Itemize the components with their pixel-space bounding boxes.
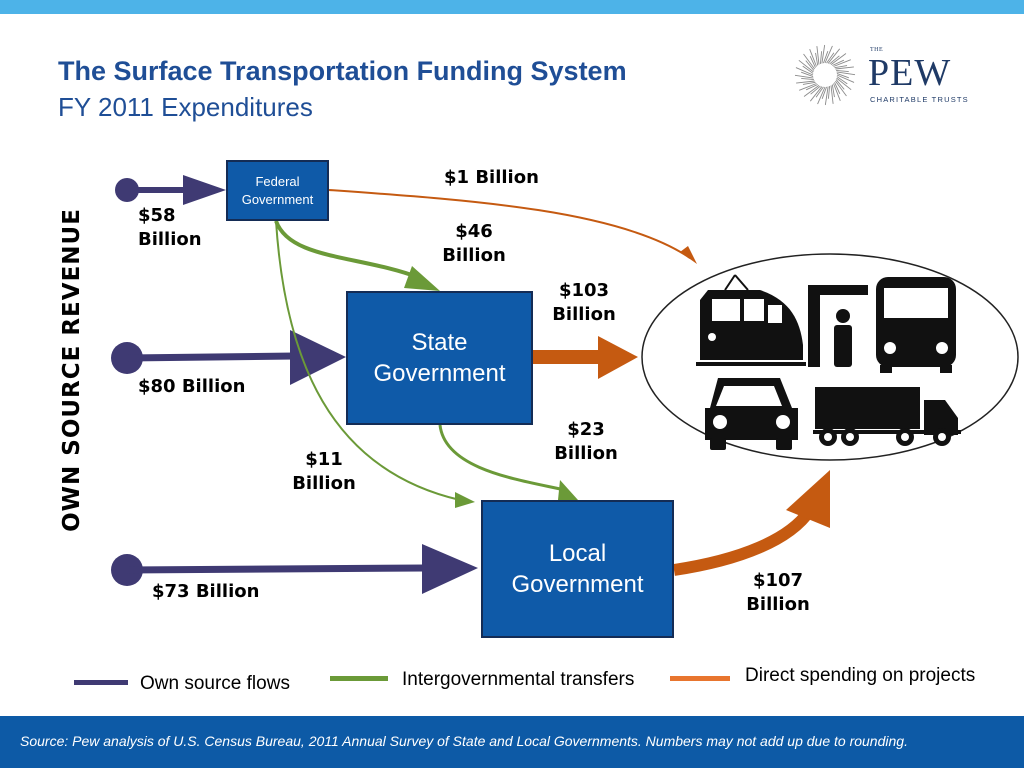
state-to-local-amount-line2: Billion [554, 443, 618, 464]
state-direct-amount-line2: Billion [552, 304, 616, 325]
federal-node-label-line1: Federal [255, 173, 300, 189]
local-node-label-line1: Local [548, 540, 607, 567]
legend-transfers-label: Intergovernmental transfers [402, 669, 635, 690]
state-node-label-line2: Government [373, 360, 506, 387]
federal-to-state-amount-label [434, 220, 514, 268]
local-direct-spending-arrow [674, 470, 830, 570]
federal-to-local-amount-line2: Billion [292, 473, 356, 494]
legend-swatch-direct-spending [670, 676, 730, 681]
federal-government-node [226, 160, 329, 221]
federal-direct-amount-label: $1 Billion [444, 167, 539, 188]
federal-to-local-amount-line1: $11 [305, 449, 343, 470]
federal-node-label-line2: Government [241, 191, 314, 207]
logo-tagline: CHARITABLE TRUSTS [870, 95, 969, 104]
state-node-label-line1: State [411, 329, 468, 356]
source-note: Source: Pew analysis of U.S. Census Bureau, 2011 Annual Survey of State and Local Governments. Numbers may not add up due to rounding. [20, 733, 908, 749]
state-to-local-amount-label [546, 418, 626, 466]
logo-name: PEW [868, 52, 952, 94]
legend-swatch-own-source [74, 680, 128, 685]
state-to-local-amount-line1: $23 [567, 419, 605, 440]
car-icon [705, 378, 798, 450]
own-source-flow-federal [115, 175, 226, 205]
page-subtitle: FY 2011 Expenditures [58, 92, 313, 122]
state-government-node [346, 291, 533, 425]
federal-to-state-amount-line2: Billion [442, 245, 506, 266]
state-direct-amount-line1: $103 [558, 280, 610, 301]
federal-to-local-amount-label [284, 448, 364, 496]
state-direct-spending-arrow [533, 336, 638, 379]
own-source-revenue-label: OWN SOURCE REVENUE [59, 208, 85, 532]
own-state-amount-label: $80 Billion [138, 376, 246, 397]
legend-swatch-transfers [330, 676, 388, 681]
local-government-node [481, 500, 674, 638]
local-direct-amount-line2: Billion [746, 594, 810, 615]
local-direct-amount-label [738, 569, 818, 617]
federal-to-state-transfer-arrow [276, 221, 440, 291]
federal-to-state-amount-line1: $46 [455, 221, 493, 242]
local-direct-amount-line1: $107 [752, 570, 804, 591]
own-federal-amount-label [138, 204, 202, 252]
own-federal-amount-line1: $58 [138, 205, 176, 226]
page-title: The Surface Transportation Funding System [58, 56, 627, 86]
bus-icon [876, 277, 956, 373]
logo-the: THE [870, 47, 884, 53]
legend-direct-spending-label: Direct spending on projects [745, 665, 976, 686]
legend-own-source-label: Own source flows [140, 673, 290, 694]
local-node-label-line2: Government [511, 571, 644, 598]
own-local-amount-label: $73 Billion [152, 581, 260, 602]
own-federal-amount-line2: Billion [138, 229, 202, 250]
state-direct-amount-label [544, 279, 624, 327]
